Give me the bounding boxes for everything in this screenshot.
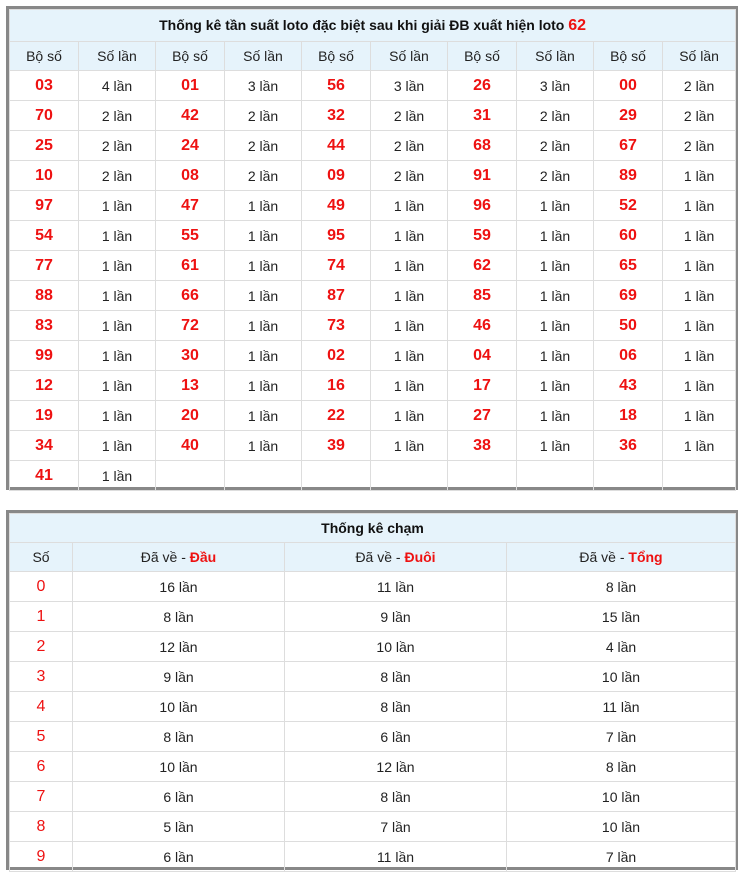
loto-count: 1 lần bbox=[225, 431, 302, 461]
loto-count: 1 lần bbox=[79, 461, 156, 491]
loto-number: 47 bbox=[156, 191, 225, 221]
loto-count: 1 lần bbox=[371, 281, 448, 311]
cham-duoi-count: 8 lần bbox=[285, 662, 507, 692]
loto-number: 54 bbox=[10, 221, 79, 251]
loto-count: 1 lần bbox=[79, 251, 156, 281]
cham-header-so: Số bbox=[10, 543, 73, 572]
frequency-row bbox=[10, 131, 736, 161]
loto-number: 17 bbox=[448, 371, 517, 401]
loto-number: 13 bbox=[156, 371, 225, 401]
loto-number: 31 bbox=[448, 101, 517, 131]
loto-count: 1 lần bbox=[663, 191, 736, 221]
loto-count: 1 lần bbox=[517, 221, 594, 251]
loto-number: 43 bbox=[594, 371, 663, 401]
loto-number: 89 bbox=[594, 161, 663, 191]
loto-number: 03 bbox=[10, 71, 79, 101]
loto-count: 1 lần bbox=[663, 431, 736, 461]
cham-dau-count: 6 lần bbox=[73, 842, 285, 872]
cham-dau-count: 9 lần bbox=[73, 662, 285, 692]
cham-tong-count: 10 lần bbox=[507, 782, 736, 812]
frequency-row bbox=[10, 461, 736, 491]
cham-header-duoi-label: Đuôi bbox=[404, 549, 436, 565]
loto-count: 2 lần bbox=[225, 131, 302, 161]
loto-number: 59 bbox=[448, 221, 517, 251]
loto-number: 16 bbox=[302, 371, 371, 401]
loto-number: 49 bbox=[302, 191, 371, 221]
loto-count: 2 lần bbox=[371, 161, 448, 191]
loto-number: 27 bbox=[448, 401, 517, 431]
frequency-header-count: Số lần bbox=[663, 42, 736, 71]
loto-count: 2 lần bbox=[225, 161, 302, 191]
cham-header-dau bbox=[73, 543, 285, 572]
loto-number: 70 bbox=[10, 101, 79, 131]
loto-number: 52 bbox=[594, 191, 663, 221]
loto-count: 1 lần bbox=[663, 251, 736, 281]
loto-number bbox=[302, 461, 371, 491]
cham-tong-count: 11 lần bbox=[507, 692, 736, 722]
loto-count: 1 lần bbox=[225, 221, 302, 251]
loto-number: 39 bbox=[302, 431, 371, 461]
cham-digit: 8 bbox=[10, 812, 73, 842]
cham-row bbox=[10, 692, 736, 722]
loto-count: 1 lần bbox=[79, 431, 156, 461]
loto-number: 97 bbox=[10, 191, 79, 221]
cham-header-tong-label: Tổng bbox=[628, 549, 663, 565]
loto-number: 40 bbox=[156, 431, 225, 461]
loto-count: 2 lần bbox=[79, 161, 156, 191]
loto-count: 1 lần bbox=[517, 191, 594, 221]
loto-count: 2 lần bbox=[371, 131, 448, 161]
loto-count: 1 lần bbox=[517, 281, 594, 311]
loto-number: 96 bbox=[448, 191, 517, 221]
loto-number: 50 bbox=[594, 311, 663, 341]
loto-number: 85 bbox=[448, 281, 517, 311]
frequency-row bbox=[10, 311, 736, 341]
loto-number: 26 bbox=[448, 71, 517, 101]
loto-count: 1 lần bbox=[663, 281, 736, 311]
loto-count: 2 lần bbox=[79, 101, 156, 131]
loto-number: 88 bbox=[10, 281, 79, 311]
loto-count: 1 lần bbox=[79, 221, 156, 251]
loto-count bbox=[371, 461, 448, 491]
loto-number: 56 bbox=[302, 71, 371, 101]
loto-count: 1 lần bbox=[371, 191, 448, 221]
loto-count: 2 lần bbox=[225, 101, 302, 131]
loto-count: 1 lần bbox=[517, 431, 594, 461]
cham-tong-count: 8 lần bbox=[507, 752, 736, 782]
loto-count: 1 lần bbox=[79, 341, 156, 371]
loto-number: 25 bbox=[10, 131, 79, 161]
loto-number: 44 bbox=[302, 131, 371, 161]
frequency-row bbox=[10, 161, 736, 191]
cham-digit: 4 bbox=[10, 692, 73, 722]
loto-number: 55 bbox=[156, 221, 225, 251]
cham-dau-count: 10 lần bbox=[73, 692, 285, 722]
frequency-row bbox=[10, 341, 736, 371]
frequency-header-count: Số lần bbox=[371, 42, 448, 71]
cham-digit: 2 bbox=[10, 632, 73, 662]
loto-number: 32 bbox=[302, 101, 371, 131]
loto-number: 72 bbox=[156, 311, 225, 341]
loto-number: 10 bbox=[10, 161, 79, 191]
loto-count: 1 lần bbox=[371, 431, 448, 461]
frequency-row bbox=[10, 221, 736, 251]
frequency-row bbox=[10, 431, 736, 461]
cham-dau-count: 10 lần bbox=[73, 752, 285, 782]
loto-number: 34 bbox=[10, 431, 79, 461]
loto-number: 09 bbox=[302, 161, 371, 191]
cham-digit: 3 bbox=[10, 662, 73, 692]
loto-count: 2 lần bbox=[663, 131, 736, 161]
loto-number bbox=[594, 461, 663, 491]
frequency-title bbox=[10, 10, 736, 42]
loto-count: 2 lần bbox=[371, 101, 448, 131]
loto-count: 1 lần bbox=[225, 281, 302, 311]
cham-tong-count: 7 lần bbox=[507, 722, 736, 752]
loto-count: 3 lần bbox=[225, 71, 302, 101]
cham-title-row bbox=[10, 514, 736, 543]
cham-table bbox=[9, 513, 736, 872]
cham-digit: 5 bbox=[10, 722, 73, 752]
loto-number: 29 bbox=[594, 101, 663, 131]
frequency-header-number: Bộ số bbox=[156, 42, 225, 71]
loto-count: 1 lần bbox=[225, 371, 302, 401]
loto-count: 1 lần bbox=[79, 311, 156, 341]
cham-dau-count: 8 lần bbox=[73, 722, 285, 752]
cham-row bbox=[10, 572, 736, 602]
cham-duoi-count: 9 lần bbox=[285, 602, 507, 632]
loto-number: 99 bbox=[10, 341, 79, 371]
frequency-row bbox=[10, 371, 736, 401]
loto-number: 67 bbox=[594, 131, 663, 161]
frequency-header-count: Số lần bbox=[79, 42, 156, 71]
loto-number: 36 bbox=[594, 431, 663, 461]
cham-header-tong bbox=[507, 543, 736, 572]
cham-dau-count: 6 lần bbox=[73, 782, 285, 812]
loto-number: 73 bbox=[302, 311, 371, 341]
loto-number: 69 bbox=[594, 281, 663, 311]
frequency-title-text: Thống kê tần suất loto đặc biệt sau khi giải ĐB xuất hiện loto bbox=[159, 16, 565, 33]
cham-duoi-count: 8 lần bbox=[285, 782, 507, 812]
loto-number: 83 bbox=[10, 311, 79, 341]
loto-count: 1 lần bbox=[225, 401, 302, 431]
cham-duoi-count: 6 lần bbox=[285, 722, 507, 752]
cham-row bbox=[10, 752, 736, 782]
loto-number: 66 bbox=[156, 281, 225, 311]
loto-count bbox=[663, 461, 736, 491]
cham-tong-count: 15 lần bbox=[507, 602, 736, 632]
loto-number: 74 bbox=[302, 251, 371, 281]
loto-number: 95 bbox=[302, 221, 371, 251]
frequency-row bbox=[10, 71, 736, 101]
loto-number: 46 bbox=[448, 311, 517, 341]
loto-number: 61 bbox=[156, 251, 225, 281]
frequency-row bbox=[10, 251, 736, 281]
loto-number: 65 bbox=[594, 251, 663, 281]
cham-row bbox=[10, 662, 736, 692]
loto-number: 68 bbox=[448, 131, 517, 161]
loto-number: 22 bbox=[302, 401, 371, 431]
loto-count: 1 lần bbox=[663, 341, 736, 371]
loto-count: 1 lần bbox=[517, 371, 594, 401]
loto-number: 02 bbox=[302, 341, 371, 371]
loto-number: 77 bbox=[10, 251, 79, 281]
cham-tong-count: 10 lần bbox=[507, 812, 736, 842]
cham-row bbox=[10, 632, 736, 662]
cham-digit: 1 bbox=[10, 602, 73, 632]
loto-count: 1 lần bbox=[371, 401, 448, 431]
loto-count: 2 lần bbox=[663, 71, 736, 101]
loto-count: 3 lần bbox=[517, 71, 594, 101]
loto-number: 06 bbox=[594, 341, 663, 371]
cham-duoi-count: 11 lần bbox=[285, 572, 507, 602]
cham-row bbox=[10, 602, 736, 632]
loto-count: 1 lần bbox=[79, 401, 156, 431]
cham-tong-count: 4 lần bbox=[507, 632, 736, 662]
loto-count: 1 lần bbox=[663, 401, 736, 431]
loto-count: 1 lần bbox=[663, 161, 736, 191]
frequency-header-count: Số lần bbox=[225, 42, 302, 71]
loto-count: 2 lần bbox=[517, 161, 594, 191]
loto-number: 42 bbox=[156, 101, 225, 131]
cham-header-tong-prefix: Đã về - bbox=[579, 549, 629, 565]
frequency-header-row bbox=[10, 42, 736, 71]
frequency-table bbox=[9, 9, 736, 491]
cham-duoi-count: 11 lần bbox=[285, 842, 507, 872]
cham-dau-count: 5 lần bbox=[73, 812, 285, 842]
loto-count: 1 lần bbox=[371, 371, 448, 401]
loto-count: 2 lần bbox=[663, 101, 736, 131]
loto-number: 60 bbox=[594, 221, 663, 251]
loto-count: 1 lần bbox=[79, 371, 156, 401]
cham-row bbox=[10, 842, 736, 872]
loto-count: 2 lần bbox=[79, 131, 156, 161]
cham-panel bbox=[6, 510, 738, 870]
loto-number: 30 bbox=[156, 341, 225, 371]
loto-count: 1 lần bbox=[225, 341, 302, 371]
frequency-row bbox=[10, 281, 736, 311]
loto-count: 1 lần bbox=[225, 251, 302, 281]
loto-count: 1 lần bbox=[225, 311, 302, 341]
frequency-panel bbox=[6, 6, 738, 490]
cham-header-row bbox=[10, 543, 736, 572]
loto-number: 41 bbox=[10, 461, 79, 491]
frequency-header-number: Bộ số bbox=[448, 42, 517, 71]
loto-count: 4 lần bbox=[79, 71, 156, 101]
cham-dau-count: 16 lần bbox=[73, 572, 285, 602]
cham-digit: 6 bbox=[10, 752, 73, 782]
cham-dau-count: 8 lần bbox=[73, 602, 285, 632]
loto-number: 04 bbox=[448, 341, 517, 371]
loto-count: 1 lần bbox=[225, 191, 302, 221]
loto-number: 24 bbox=[156, 131, 225, 161]
loto-number bbox=[156, 461, 225, 491]
cham-duoi-count: 8 lần bbox=[285, 692, 507, 722]
loto-count: 1 lần bbox=[371, 221, 448, 251]
loto-number: 00 bbox=[594, 71, 663, 101]
frequency-title-row bbox=[10, 10, 736, 42]
frequency-header-number: Bộ số bbox=[302, 42, 371, 71]
loto-number: 01 bbox=[156, 71, 225, 101]
loto-number: 62 bbox=[448, 251, 517, 281]
loto-count: 1 lần bbox=[371, 341, 448, 371]
loto-number: 87 bbox=[302, 281, 371, 311]
loto-count bbox=[225, 461, 302, 491]
loto-count bbox=[517, 461, 594, 491]
frequency-title-number: 62 bbox=[568, 16, 587, 34]
cham-duoi-count: 7 lần bbox=[285, 812, 507, 842]
loto-number: 19 bbox=[10, 401, 79, 431]
frequency-header-number: Bộ số bbox=[594, 42, 663, 71]
frequency-row bbox=[10, 191, 736, 221]
loto-count: 1 lần bbox=[517, 341, 594, 371]
loto-count: 1 lần bbox=[663, 371, 736, 401]
loto-count: 1 lần bbox=[371, 251, 448, 281]
loto-number: 20 bbox=[156, 401, 225, 431]
cham-header-dau-label: Đầu bbox=[189, 549, 217, 565]
cham-header-duoi-prefix: Đã về - bbox=[355, 549, 405, 565]
loto-count: 1 lần bbox=[663, 311, 736, 341]
loto-count: 1 lần bbox=[79, 191, 156, 221]
loto-number: 08 bbox=[156, 161, 225, 191]
cham-row bbox=[10, 812, 736, 842]
loto-count: 3 lần bbox=[371, 71, 448, 101]
cham-digit: 0 bbox=[10, 572, 73, 602]
cham-tong-count: 7 lần bbox=[507, 842, 736, 872]
cham-title: Thống kê chạm bbox=[10, 514, 736, 543]
cham-tong-count: 8 lần bbox=[507, 572, 736, 602]
frequency-row bbox=[10, 401, 736, 431]
loto-count: 2 lần bbox=[517, 131, 594, 161]
cham-row bbox=[10, 782, 736, 812]
loto-number: 18 bbox=[594, 401, 663, 431]
cham-duoi-count: 10 lần bbox=[285, 632, 507, 662]
cham-header-duoi bbox=[285, 543, 507, 572]
loto-count: 1 lần bbox=[79, 281, 156, 311]
loto-count: 1 lần bbox=[517, 401, 594, 431]
loto-count: 1 lần bbox=[663, 221, 736, 251]
frequency-header-count: Số lần bbox=[517, 42, 594, 71]
loto-count: 1 lần bbox=[371, 311, 448, 341]
loto-number bbox=[448, 461, 517, 491]
frequency-row bbox=[10, 101, 736, 131]
cham-digit: 9 bbox=[10, 842, 73, 872]
cham-digit: 7 bbox=[10, 782, 73, 812]
cham-dau-count: 12 lần bbox=[73, 632, 285, 662]
loto-number: 12 bbox=[10, 371, 79, 401]
cham-duoi-count: 12 lần bbox=[285, 752, 507, 782]
loto-count: 2 lần bbox=[517, 101, 594, 131]
loto-number: 91 bbox=[448, 161, 517, 191]
cham-row bbox=[10, 722, 736, 752]
loto-number: 38 bbox=[448, 431, 517, 461]
cham-header-dau-prefix: Đã về - bbox=[140, 549, 190, 565]
loto-count: 1 lần bbox=[517, 311, 594, 341]
cham-tong-count: 10 lần bbox=[507, 662, 736, 692]
loto-count: 1 lần bbox=[517, 251, 594, 281]
frequency-header-number: Bộ số bbox=[10, 42, 79, 71]
